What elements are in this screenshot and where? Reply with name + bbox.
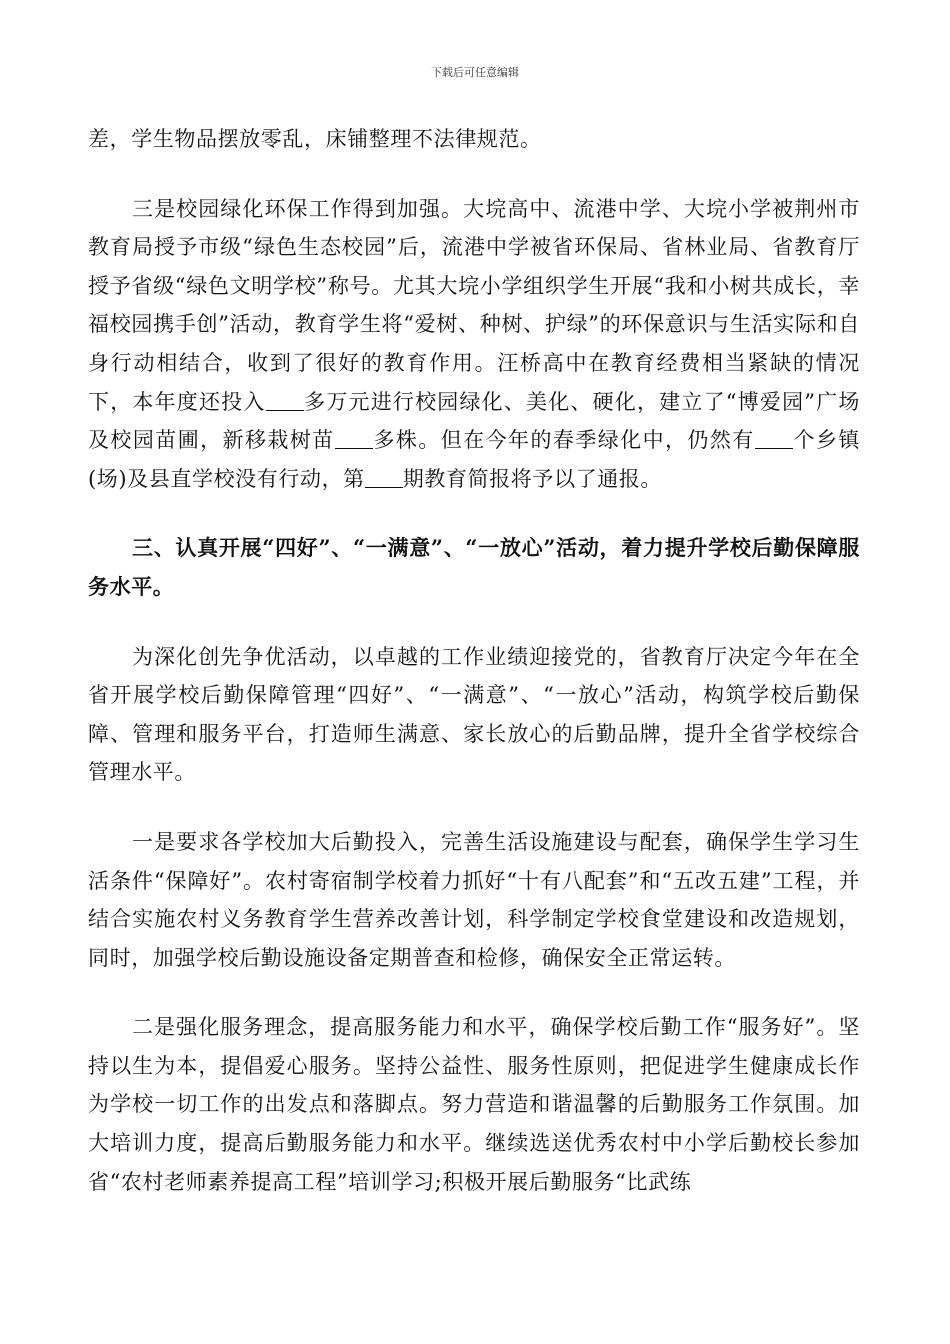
paragraph-text: 三是校园绿化环保工作得到加强。大垸高中、流港中学、大垸小学被荆州市教育局授予市级“绿色生态校园”后，流港中学被省环保局、省林业局、省教育厅授予省级“绿色文明学校”称号。尤其大垸小学组织学生开展“我和小树共成长，幸福校园携手创”活动，教育学生将“爱树、种树、护绿”的环保意识与生活实际和自身行动相结合，收到了很好的教育作用。汪桥高中在教育经费相当紧缺的情况下，本年度还投入 <box>88 196 860 414</box>
paragraph-point-two: 二是强化服务理念，提高服务能力和水平，确保学校后勤工作“服务好”。坚持以生为本，提倡爱心服务。坚持公益性、服务性原则，把促进学生健康成长作为学校一切工作的出发点和落脚点。努力营造和谐温馨的后勤服务工作氛围。加大培训力度，提高后勤服务能力和水平。继续选送优秀农村中小学后勤校长参加省“农村老师素养提高工程”培训学习;积极开展后勤服务“比武练 <box>88 1015 860 1194</box>
blank-field <box>335 428 373 449</box>
paragraph-text: 多万元进行校园绿化、美化、硬化，建立了“博爱园”广场及校园苗圃，新移栽树苗 <box>88 389 860 453</box>
page-header: 下载后可任意编辑 <box>431 66 519 79</box>
paragraph-greening <box>88 190 860 499</box>
paragraph-continuation: 差，学生物品摆放零乱，床铺整理不法律规范。 <box>88 127 542 151</box>
blank-field <box>266 390 304 411</box>
paragraph-text: 多株。但在今年的春季绿化中，仍然有 <box>372 428 755 453</box>
paragraph-intro: 为深化创先争优活动，以卓越的工作业绩迎接党的，省教育厅决定今年在全省开展学校后勤保障管理“四好”、“一满意”、“一放心”活动，构筑学校后勤保障、管理和服务平台，打造师生满意、家长放心的后勤品牌，提升全省学校综合管理水平。 <box>88 644 860 785</box>
blank-field <box>365 467 403 488</box>
paragraph-text: 期教育简报将予以了通报。 <box>402 466 662 491</box>
section-heading: 三、认真开展“四好”、“一满意”、“一放心”活动，着力提升学校后勤保障服务水平。 <box>88 535 860 599</box>
blank-field <box>755 428 793 449</box>
paragraph-point-one: 一是要求各学校加大后勤投入，完善生活设施建设与配套，确保学生学习生活条件“保障好”。农村寄宿制学校着力抓好“十有八配套”和“五改五建”工程，并结合实施农村义务教育学生营养改善计划，科学制定学校食堂建设和改造规划，同时，加强学校后勤设施设备定期普查和检修，确保安全正常运转。 <box>88 829 860 970</box>
document-body <box>88 120 860 1232</box>
paragraph-text: 个乡镇(场)及县直学校没有行动，第 <box>88 428 860 491</box>
